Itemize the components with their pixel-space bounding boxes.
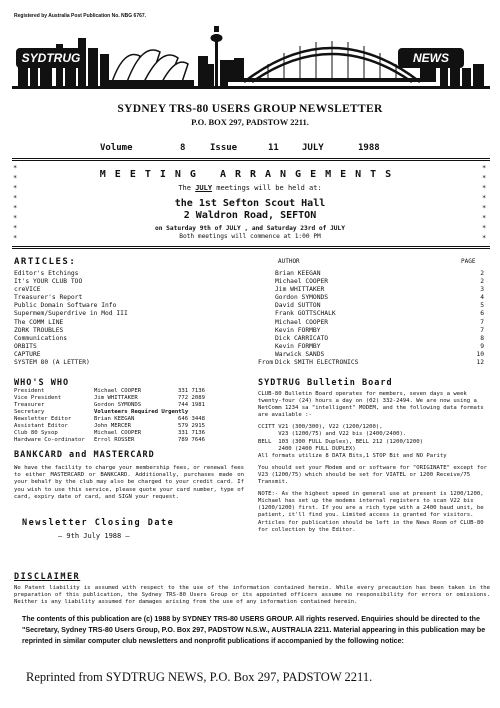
article-row — [14, 359, 490, 367]
member-name: Gordon SYMONDS — [94, 402, 142, 408]
article-author: Dick CARRICATO — [275, 334, 329, 342]
bottom-double-rule — [12, 246, 490, 249]
newsletter-title: SYDNEY TRS-80 USERS GROUP NEWSLETTER — [117, 103, 383, 115]
article-row — [14, 270, 490, 278]
whos-who-row — [14, 388, 249, 395]
article-author: Jim WHITTAKER — [275, 286, 325, 294]
meeting-arrangements-heading: MEETING ARRANGEMENTS — [99, 169, 401, 180]
format-line: CCITT V21 (300/300), V22 (1200/1200), — [258, 424, 383, 431]
sydtrug-logo-badge: SYDTRUG — [16, 48, 86, 68]
phone-number: 744 1981 — [178, 402, 205, 408]
whos-who-row — [14, 416, 249, 423]
article-page: 2 — [480, 270, 484, 277]
newsletter-address: P.O. BOX 297, PADSTOW 2211. — [191, 117, 309, 127]
article-title: ZORK TROUBLES — [14, 326, 64, 334]
article-page: 5 — [480, 302, 484, 310]
whos-who-heading: WHO'S WHO — [14, 378, 70, 388]
issue-year: 1988 — [358, 143, 380, 153]
phone-number: 579 2915 — [178, 423, 205, 429]
article-page: 10 — [476, 350, 484, 358]
article-title: Supermem/Superdrive in Mod III — [14, 310, 128, 318]
registration-notice: Registered by Australia Post Publication No. NBG 6767. — [14, 13, 147, 19]
article-title: Editor's Etchings — [14, 270, 79, 277]
role: Secretary — [14, 409, 45, 415]
article-row — [14, 343, 490, 351]
article-page: 6 — [480, 310, 484, 318]
member-name: Brian KEEGAN — [94, 416, 135, 422]
role: Newsletter Editor — [14, 416, 72, 422]
issue-month: JULY — [302, 143, 324, 153]
bankcard-text: We have the facility to charge your membership fees, or renewal fees to either MASTERCARD or BANKCARD. Additionally, purchases made on your behalf by the club may also be charged to your credit card. If you wish to use this service, please quote your card number, type of card, expiry date of card, and SIGN your request. — [14, 465, 244, 500]
bbs-note: NOTE:- As the highest speed in general use at present is 1200/1200, Michael has set up the modems internal registers to scan V22 bis (1200/1200) first. If you are a rich type with a 2400 baud unit, be patient, it'll find you. Limited access is granted for visitors. Articles for publication should be left in the News Room of CLUB-80 for collection by the Editor. — [258, 491, 484, 533]
article-row — [14, 294, 490, 302]
article-row — [14, 351, 490, 359]
closing-date: — 9th July 1988 — — [58, 532, 130, 540]
article-author: Dick SMITH ELECTRONICS — [275, 359, 359, 367]
article-row — [14, 327, 490, 335]
role: Club 80 Sysop — [14, 430, 58, 436]
role: Assistant Editor — [14, 423, 68, 429]
bbs-formats — [258, 424, 490, 459]
member-name: Jim WHITTAKER — [94, 395, 138, 401]
bulletin-board-body — [258, 391, 490, 539]
article-page: 9 — [480, 342, 484, 350]
article-title: ORBITS — [14, 342, 37, 350]
article-title: The COMM LINE — [14, 318, 64, 326]
article-from: From — [258, 359, 274, 367]
issue-label: Issue — [210, 143, 238, 153]
role: President — [14, 388, 45, 394]
author-column-header: AUTHOR — [278, 258, 300, 265]
copyright-notice: The contents of this publication are (c) 1988 by SYDNEY TRS-80 USERS GROUP. All rights reserved. Enquiries should be directed to the "Secretary, Sydney TRS-80 Users Group, P.O. Box 297, PADSTOW N.S.W., AUSTRALIA 2211. Material appearing in this publication may be reprinted in similar computer club newsletters and nonprofit publications if accompanied by the following notice: — [22, 615, 486, 645]
closing-date-heading: Newsletter Closing Date — [22, 518, 175, 528]
article-row — [14, 319, 490, 327]
right-star-border: * * * * * * * * — [482, 164, 487, 242]
article-title: It's YOUR CLUB TOO — [14, 278, 83, 286]
whos-who-row — [14, 402, 249, 409]
phone-number: 646 3448 — [178, 416, 205, 422]
article-title: Treasurer's Report — [14, 294, 83, 302]
format-line: 2400 (2400 FULL DUPLEX) — [258, 445, 356, 452]
bbs-intro: CLUB-80 Bulletin Board operates for members, seven days a week twenty-four (24) hours a day on (02) 332-2494. We are now using a NetComm 1234 sa "intelligent" MODEM, and the following data formats are available :- — [258, 391, 484, 419]
article-author: Frank GOTTSCHALK — [275, 310, 336, 318]
article-title: SYSTEM 80 (A LETTER) — [14, 359, 90, 367]
articles-list — [14, 270, 490, 367]
whos-who-row — [14, 430, 249, 437]
phone-number: 789 7646 — [178, 437, 205, 443]
whos-who-row — [14, 409, 249, 416]
article-title: Communications — [14, 334, 68, 342]
bankcard-heading: BANKCARD and MASTERCARD — [14, 450, 155, 460]
page-column-header: PAGE — [461, 258, 476, 265]
issue-number: 11 — [268, 143, 279, 153]
whos-who-table — [14, 388, 249, 444]
bulletin-board-heading: SYDTRUG Bulletin Board — [258, 378, 393, 388]
role: Treasurer — [14, 402, 45, 408]
news-logo-badge: NEWS — [398, 48, 464, 68]
article-page: 4 — [480, 294, 484, 302]
format-line: V23 (1200/75) and V22 bis (2400/2400). — [258, 431, 407, 438]
article-page: 2 — [480, 278, 484, 286]
disclaimer-heading: DISCLAIMER — [14, 572, 81, 582]
meeting-address: 2 Waldron Road, SEFTON — [183, 210, 317, 221]
article-author: Warwick SANDS — [275, 350, 325, 358]
article-title: CAPTURE — [14, 350, 41, 358]
article-row — [14, 310, 490, 318]
article-author: Michael COOPER — [275, 278, 329, 286]
role: Hardware Co-ordinator — [14, 437, 85, 443]
whos-who-row — [14, 423, 249, 430]
article-author: Kevin FORMBY — [275, 342, 321, 350]
format-line: All formats utilize 8 DATA Bits,1 STOP Bit and NO Parity — [258, 452, 447, 459]
left-star-border: * * * * * * * * — [13, 164, 18, 242]
phone-number: 772 2089 — [178, 395, 205, 401]
article-row — [14, 278, 490, 286]
article-page: 12 — [476, 359, 484, 367]
volume-number: 8 — [180, 143, 186, 153]
article-page: 8 — [480, 334, 484, 342]
format-line: BELL 103 (300 FULL Duplex), BELL 212 (1200/1200) — [258, 438, 424, 445]
meeting-time: Both meetings will commence at 1:00 PM — [179, 233, 321, 240]
article-title: Public Domain Software Info — [14, 302, 117, 310]
article-page: 7 — [480, 318, 484, 326]
meeting-dates: on Saturday 9th of JULY , and Saturday 23rd of JULY — [155, 225, 345, 232]
member-name: Errol ROSSER — [94, 437, 135, 443]
member-name: John MERCER — [94, 423, 132, 429]
article-page: 3 — [480, 286, 484, 294]
phone-number: 331 7136 — [178, 388, 205, 394]
article-page: 7 — [480, 326, 484, 334]
article-author: Michael COOPER — [275, 318, 329, 326]
member-name: Michael COOPER — [94, 430, 142, 436]
member-name: Volunteers Required Urgently — [94, 409, 189, 415]
article-title: creVICE — [14, 286, 41, 294]
article-row — [14, 286, 490, 294]
article-author: Kevin FORMBY — [275, 326, 321, 334]
article-row — [14, 302, 490, 310]
articles-heading: ARTICLES: — [14, 257, 77, 267]
bbs-originate: You should set your Modem and or software for "ORIGINATE" except for V23 (1200/75) which should be set for VIATEL or 1200 Receive/75 Transmit. — [258, 464, 488, 486]
article-author: David SUTTON — [275, 302, 321, 310]
role: Vice President — [14, 395, 62, 401]
volume-label: Volume — [100, 143, 133, 153]
whos-who-row — [14, 395, 249, 402]
phone-number: 331 7136 — [178, 430, 205, 436]
disclaimer-text: No Patent liability is assumed with respect to the use of the information contained herein. While every precaution has been taken in the preparation of this publication, the Sydney TRS-80 Users Group or its appointed officers assume no responsibility for errors or omissions. Neither is any liability assumed for damages arising from the use of any information contained herein. — [14, 585, 490, 605]
article-author: Brian KEEGAN — [275, 270, 321, 277]
article-author: Gordon SYMONDS — [275, 294, 329, 302]
whos-who-row — [14, 437, 249, 444]
top-double-rule — [12, 158, 490, 161]
reprint-notice: Reprinted from SYDTRUG NEWS, P.O. Box 297, PADSTOW 2211. — [26, 670, 373, 684]
meeting-venue: the 1st Sefton Scout Hall — [174, 198, 326, 209]
member-name: Michael COOPER — [94, 388, 142, 394]
meeting-intro: The JULY meetings will be held at: — [178, 184, 322, 192]
article-row — [14, 335, 490, 343]
